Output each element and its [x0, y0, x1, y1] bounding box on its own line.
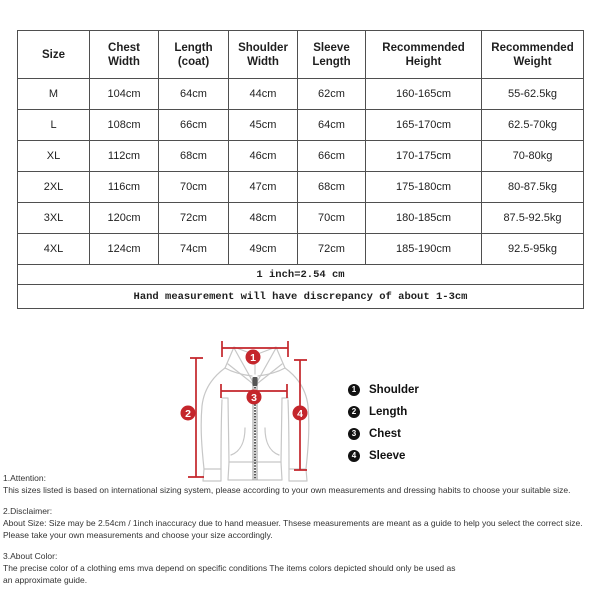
legend-bullet-4: 4 [348, 450, 360, 462]
note-text: Please take your own measurements and choose your size accordingly. [3, 530, 273, 540]
table-row-3xl [18, 203, 584, 234]
note-disclaimer [3, 505, 600, 541]
table-cell: 70-80kg [482, 141, 584, 172]
column-header-sleeve-length: Sleeve Length [298, 31, 366, 79]
table-row-4xl [18, 234, 584, 265]
inch-conversion-note: 1 inch=2.54 cm [18, 265, 584, 285]
marker-number-length: 2 [185, 407, 191, 420]
hand-measurement-note: Hand measurement will have discrepancy of about 1-3cm [18, 285, 584, 309]
note-text: About Size: Size may be 2.54cm / 1inch inaccuracy due to hand measuer. Thsese measurements are meant as a guide to help you select the correct size. [3, 518, 583, 528]
table-cell: 66cm [298, 141, 366, 172]
table-cell: 104cm [90, 79, 159, 110]
table-cell: 70cm [298, 203, 366, 234]
table-row-m [18, 79, 584, 110]
table-cell: 72cm [298, 234, 366, 265]
table-cell: 49cm [229, 234, 298, 265]
note-title: 1.Attention: [3, 473, 47, 483]
table-cell: 68cm [298, 172, 366, 203]
note-title: 3.About Color: [3, 551, 58, 561]
table-cell: 165-170cm [366, 110, 482, 141]
table-cell: 64cm [159, 79, 229, 110]
table-cell: 80-87.5kg [482, 172, 584, 203]
table-cell: 48cm [229, 203, 298, 234]
column-header-recommended-height: Recommended Height [366, 31, 482, 79]
table-cell: 62.5-70kg [482, 110, 584, 141]
legend-bullet-1: 1 [348, 384, 360, 396]
table-cell: 185-190cm [366, 234, 482, 265]
marker-number-chest: 3 [251, 391, 257, 404]
table-cell: 74cm [159, 234, 229, 265]
footnote-row-inch [18, 265, 584, 285]
footnote-row-measurement [18, 285, 584, 309]
legend-label-length: Length [369, 406, 408, 418]
legend-label-shoulder: Shoulder [369, 384, 419, 396]
note-text: The precise color of a clothing ems mva depend on specific conditions The items colors depicted should only be used as [3, 563, 456, 573]
table-cell: 120cm [90, 203, 159, 234]
legend-label-chest: Chest [369, 428, 401, 440]
note-about-color [3, 550, 600, 586]
marker-number-sleeve: 4 [297, 407, 303, 420]
note-attention [3, 472, 600, 496]
note-text: an approximate guide. [3, 575, 88, 585]
table-cell: L [18, 110, 90, 141]
table-row-xl [18, 141, 584, 172]
table-cell: 92.5-95kg [482, 234, 584, 265]
note-title: 2.Disclaimer: [3, 506, 53, 516]
table-row-l [18, 110, 584, 141]
table-cell: 62cm [298, 79, 366, 110]
size-chart-table [17, 30, 584, 309]
table-cell: 70cm [159, 172, 229, 203]
column-header-size: Size [18, 31, 90, 79]
table-cell: 87.5-92.5kg [482, 203, 584, 234]
legend-item-chest [348, 423, 419, 445]
table-cell: 180-185cm [366, 203, 482, 234]
table-cell: 170-175cm [366, 141, 482, 172]
table-cell: 108cm [90, 110, 159, 141]
table-cell: 124cm [90, 234, 159, 265]
legend-item-shoulder [348, 379, 419, 401]
legend-bullet-2: 2 [348, 406, 360, 418]
table-cell: 64cm [298, 110, 366, 141]
table-cell: 116cm [90, 172, 159, 203]
note-text: This sizes listed is based on international sizing system, please according to your own measurements and dressing habits to choose your suitable size. [3, 485, 571, 495]
table-cell: 112cm [90, 141, 159, 172]
column-header-shoulder-width: Shoulder Width [229, 31, 298, 79]
measurement-legend [348, 379, 419, 467]
table-cell: 2XL [18, 172, 90, 203]
table-cell: 46cm [229, 141, 298, 172]
column-header-length-coat: Length (coat) [159, 31, 229, 79]
table-cell: 68cm [159, 141, 229, 172]
legend-bullet-3: 3 [348, 428, 360, 440]
column-header-chest-width: Chest Width [90, 31, 159, 79]
legend-item-length [348, 401, 419, 423]
legend-item-sleeve [348, 445, 419, 467]
table-cell: 45cm [229, 110, 298, 141]
table-cell: 47cm [229, 172, 298, 203]
table-cell: 44cm [229, 79, 298, 110]
table-row-2xl [18, 172, 584, 203]
notes-block [3, 472, 600, 595]
table-cell: 55-62.5kg [482, 79, 584, 110]
column-header-recommended-weight: Recommended Weight [482, 31, 584, 79]
header-row [18, 31, 584, 79]
table-cell: 72cm [159, 203, 229, 234]
table-cell: 160-165cm [366, 79, 482, 110]
marker-number-shoulder: 1 [250, 351, 256, 364]
jacket-diagram [168, 334, 338, 494]
table-cell: 4XL [18, 234, 90, 265]
table-cell: 3XL [18, 203, 90, 234]
table-cell: XL [18, 141, 90, 172]
legend-label-sleeve: Sleeve [369, 450, 406, 462]
table-cell: 66cm [159, 110, 229, 141]
table-cell: M [18, 79, 90, 110]
table-cell: 175-180cm [366, 172, 482, 203]
